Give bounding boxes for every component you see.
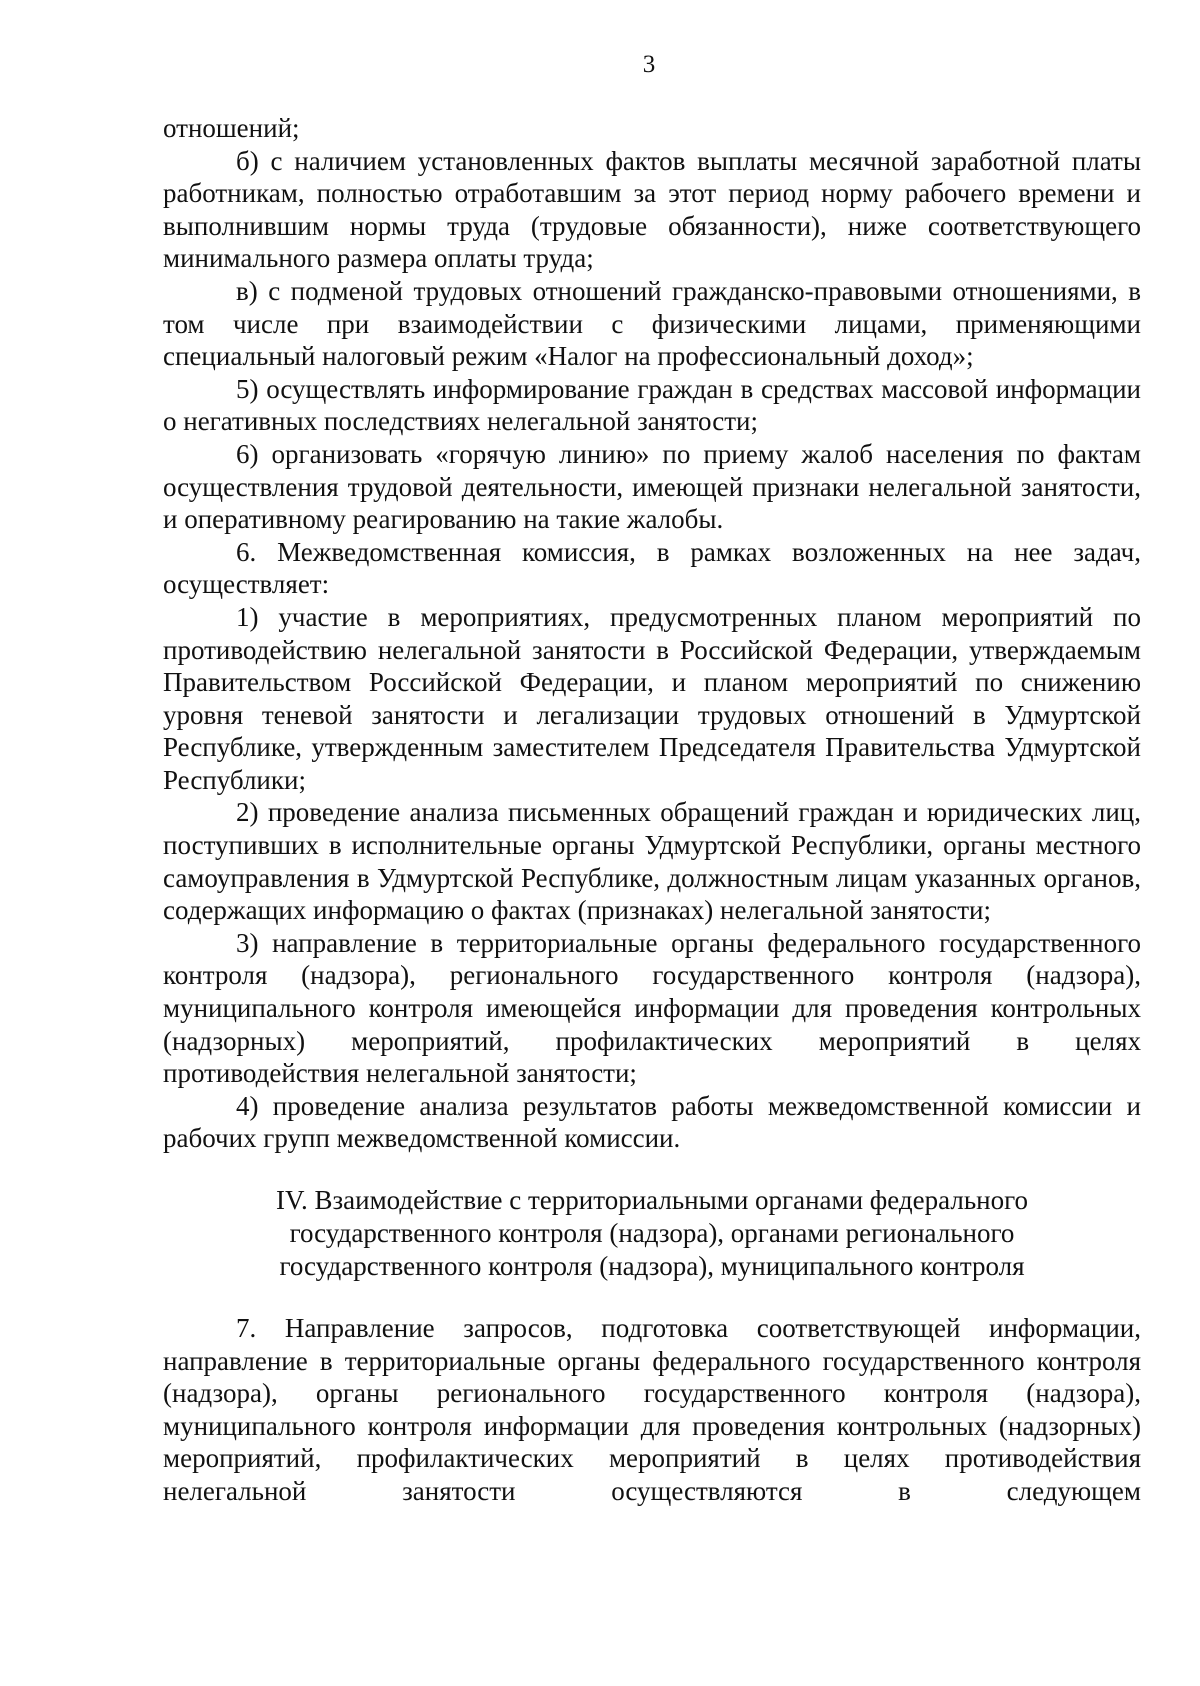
- paragraph-clause-7: 7. Направление запросов, подготовка соответствующей информации, направление в территориальные органы федерального государственного контроля (надзора), органы регионального государственного контроля (надзора), муниципального контроля информации для проведения контрольных (надзорных) мероприятий, профилактических мероприятий в целях противодействия нелегальной занятости осуществляются в следующем: [163, 1313, 1141, 1506]
- paragraph-continuation: отношений;: [163, 113, 300, 143]
- page-number: 3: [642, 51, 656, 78]
- paragraph-item-5: 5) осуществлять информирование граждан в средствах массовой информации о негативных последствиях нелегальной занятости;: [163, 373, 1141, 437]
- paragraph-item-6: 6) организовать «горячую линию» по приему жалоб населения по фактам осуществления трудовой деятельности, имеющей признаки нелегальной занятости, и оперативному реагированию на такие жалобы.: [163, 438, 1141, 535]
- section-heading: IV. Взаимодействие с территориальными органами федерального государственного контроля (надзора), органами регионального государственного контроля (надзора), муниципального контроля: [275, 1185, 1029, 1281]
- paragraph-subitem-4: 4) проведение анализа результатов работы межведомственной комиссии и рабочих групп межведомственной комиссии.: [163, 1090, 1141, 1154]
- paragraph-item-b: б) с наличием установленных фактов выплаты месячной заработной платы работникам, полностью отработавшим за этот период норму рабочего времени и выполнившим нормы труда (трудовые обязанности), ниже соответствующего минимального размера оплаты труда;: [163, 145, 1141, 274]
- document-body: [163, 112, 1141, 1508]
- paragraph-subitem-1: 1) участие в мероприятиях, предусмотренных планом мероприятий по противодействию нелегальной занятости в Российской Федерации, утверждаемым Правительством Российской Федерации, и планом мероприятий по снижению уровня теневой занятости и легализации трудовых отношений в Удмуртской Республике, утвержденным заместителем Председателя Правительства Удмуртской Республики;: [163, 601, 1141, 795]
- paragraph-subitem-3: 3) направление в территориальные органы федерального государственного контроля (надзора), регионального государственного контроля (надзора), муниципального контроля имеющейся информации для проведения контрольных (надзорных) мероприятий, профилактических мероприятий в целях противодействия нелегальной занятости;: [163, 927, 1141, 1089]
- paragraph-subitem-2: 2) проведение анализа письменных обращений граждан и юридических лиц, поступивших в исполнительные органы Удмуртской Республики, органы местного самоуправления в Удмуртской Республике, должностным лицам указанных органов, содержащих информацию о фактах (признаках) нелегальной занятости;: [163, 797, 1141, 926]
- paragraph-clause-6: 6. Межведомственная комиссия, в рамках возложенных на нее задач, осуществляет:: [163, 536, 1141, 600]
- paragraph-item-v: в) с подменой трудовых отношений гражданско-правовыми отношениями, в том числе при взаимодействии с физическими лицами, применяющими специальный налоговый режим «Налог на профессиональный доход»;: [163, 275, 1141, 372]
